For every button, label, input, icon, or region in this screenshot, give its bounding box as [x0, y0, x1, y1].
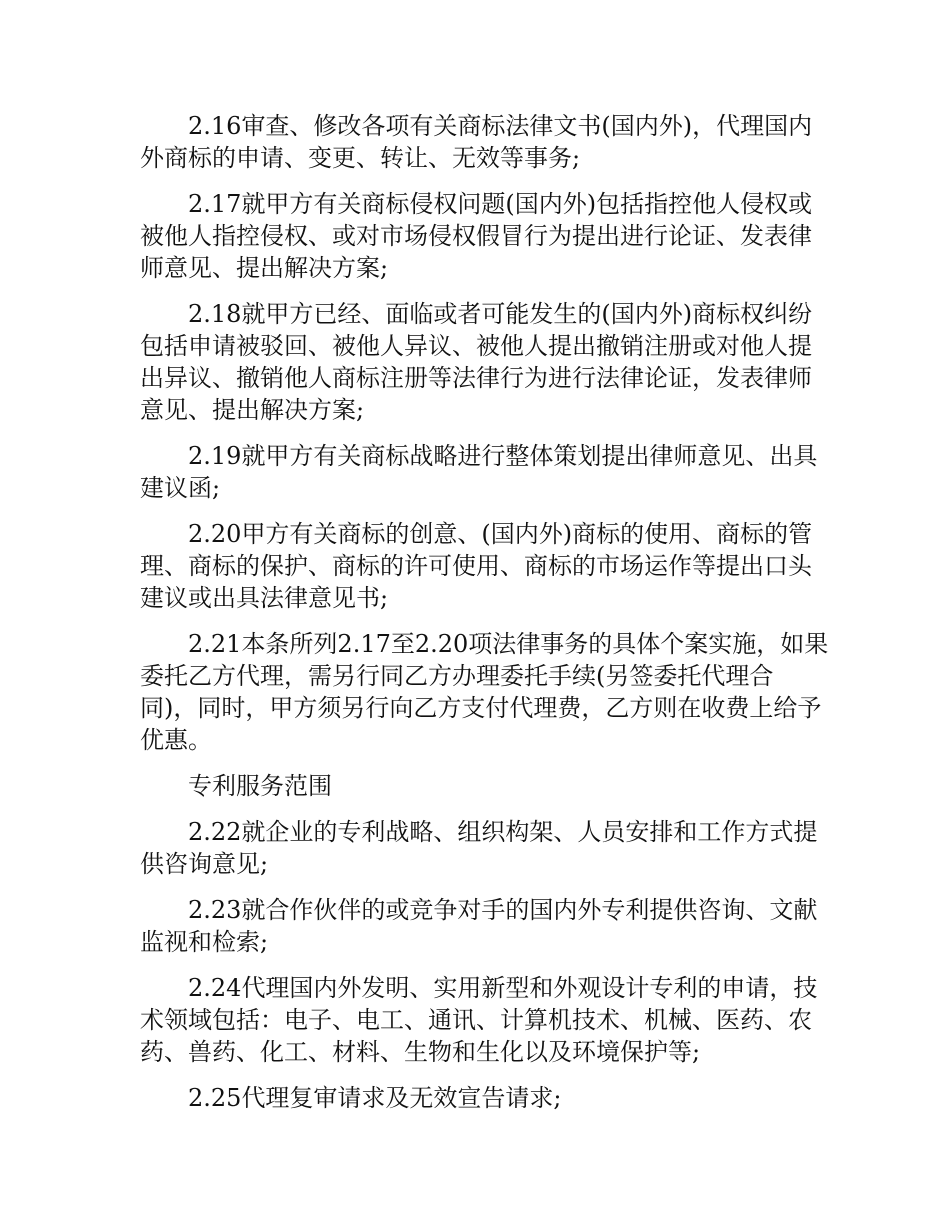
- clause-2-16: 2.16审查、修改各项有关商标法律文书(国内外)，代理国内外商标的申请、变更、转让、无效等事务;: [140, 112, 813, 172]
- clause-2-20: 2.20甲方有关商标的创意、(国内外)商标的使用、商标的管理、商标的保护、商标的许可使用、商标的市场运作等提出口头建议或出具法律意见书;: [140, 520, 813, 612]
- clause-2-21: 2.21本条所列2.17至2.20项法律事务的具体个案实施，如果委托乙方代理，需另行同乙方办理委托手续(另签委托代理合同)，同时，甲方须另行向乙方支付代理费，乙方则在收费上给予优惠。: [140, 630, 829, 754]
- clause-2-19: 2.19就甲方有关商标战略进行整体策划提出律师意见、出具建议函;: [140, 442, 818, 502]
- clause-2-22: 2.22就企业的专利战略、组织构架、人员安排和工作方式提供咨询意见;: [140, 818, 818, 878]
- clause-2-18: 2.18就甲方已经、面临或者可能发生的(国内外)商标权纠纷包括申请被驳回、被他人异议、被他人提出撤销注册或对他人提出异议、撤销他人商标注册等法律行为进行法律论证，发表律师意见、提出解决方案;: [140, 300, 813, 424]
- clause-2-23: 2.23就合作伙伴的或竞争对手的国内外专利提供咨询、文献监视和检索;: [140, 896, 818, 956]
- clause-2-24: 2.24代理国内外发明、实用新型和外观设计专利的申请，技术领域包括：电子、电工、通讯、计算机技术、机械、医药、农药、兽药、化工、材料、生物和生化以及环境保护等;: [140, 974, 818, 1066]
- clause-2-17: 2.17就甲方有关商标侵权问题(国内外)包括指控他人侵权或被他人指控侵权、或对市场侵权假冒行为提出进行论证、发表律师意见、提出解决方案;: [140, 190, 813, 282]
- clause-2-25: 2.25代理复审请求及无效宣告请求;: [188, 1084, 562, 1112]
- section-heading-patent-services: 专利服务范围: [188, 772, 332, 800]
